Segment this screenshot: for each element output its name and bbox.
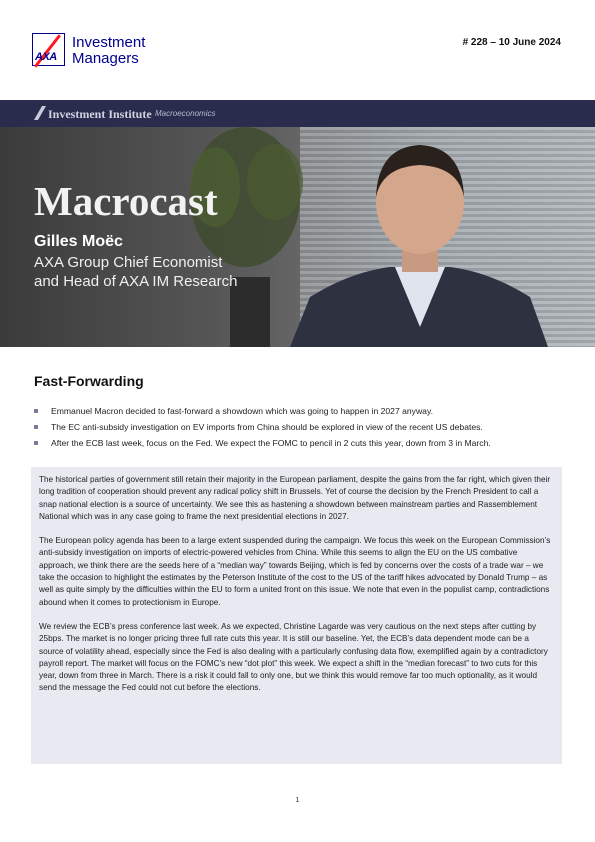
section-label: Macroeconomics — [155, 109, 216, 118]
section-title: Fast-Forwarding — [34, 373, 144, 389]
issue-date: # 228 – 10 June 2024 — [462, 37, 561, 48]
paragraph: We review the ECB’s press conference last week. As we expected, Christine Lagarde was very cautious on the next steps after cutting by 25bps. The market is no longer pricing three full rate cuts this year. It is still our baseline. Yet, the ECB’s data dependent mode can be a source of volatility ahead, especially since the Fed is also dealing with a particularly confusing data flow, exemplified again by a contradictory payroll report. The market will focus on the FOMC’s new “dot plot” this week. We expect a shift in the “median forecast” to two cuts for this year, down from three in March. There is a risk it could fall to only one, but we think this would remove far too much optionality, as it would send the message the Fed could not cut before the elections. — [39, 621, 548, 693]
paragraph: The European policy agenda has been to a large extent suspended during the campaign. We focus this week on the European Commission’s anti-subsidy investigation on imports of electric-powered vehicles from China. While this seems to align the EU on the US combative approach, we think there are the seeds here of a “median way” towards Beijing, which is fed by concerns over the costs of a trade war – we take the occasion to highlight the estimates by the Peterson Institute of the cost to the US of the tariff hikes advocated by Donald Trump – as well as quite simply by the difficulties within the EU to form a united front on this issue. We note that even in the populist camp, contradictions abound when it comes to protectionism in Europe. — [39, 536, 551, 607]
author-role-line-2: and Head of AXA IM Research — [34, 273, 238, 290]
institute-name: Investment Institute — [48, 107, 152, 121]
bullet-text: Emmanuel Macron decided to fast-forward a showdown which was going to happen in 2027 anyway. — [51, 406, 434, 416]
bullet-text: After the ECB last week, focus on the Fed. We expect the FOMC to pencil in 2 cuts this year, down from 3 in March. — [51, 438, 491, 448]
summary-bullets — [34, 403, 574, 451]
paragraph: The historical parties of government still retain their majority in the European parliament, despite the gains from the far right, which given their long tradition of cooperation should prevent any radical policy shift in Brussels. Yet of course the decision by the French President to call a snap national election is a source of uncertainty. We see this as hastening a showdown between mainstream parties and Rassemblement National which was in any case going to frame the next presidential elections in 2027. — [39, 475, 551, 521]
bullet-item — [34, 403, 574, 419]
logo-line-1: Investment — [72, 34, 146, 51]
axa-logo-icon — [32, 33, 65, 66]
bullet-text: The EC anti-subsidy investigation on EV imports from China should be explored in view of the recent US debates. — [51, 422, 483, 432]
axa-im-logo — [32, 33, 162, 71]
bullet-icon — [34, 425, 38, 429]
bullet-item — [34, 419, 574, 435]
page-number: 1 — [295, 797, 300, 804]
axa-logo-mark: AXA — [35, 51, 57, 63]
author-role-line-1: AXA Group Chief Economist — [34, 254, 223, 271]
report-title: Macrocast — [34, 178, 218, 224]
summary-box — [31, 467, 562, 764]
logo-line-2: Managers — [72, 50, 139, 67]
logo-text — [72, 35, 145, 67]
institute-slash-icon — [34, 106, 46, 120]
bullet-item — [34, 435, 574, 451]
bullet-icon — [34, 441, 38, 445]
bullet-icon — [34, 409, 38, 413]
hero-banner — [0, 127, 595, 347]
author-portrait — [290, 127, 550, 347]
institute-banner — [0, 100, 595, 127]
author-name: Gilles Moëc — [34, 233, 123, 250]
